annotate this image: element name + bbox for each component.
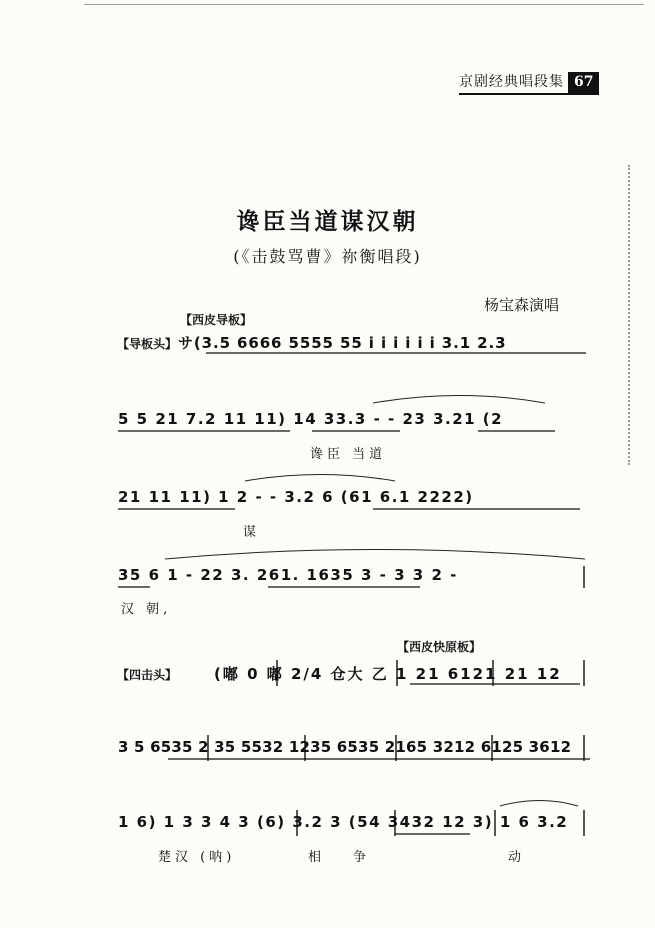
piece-title: 谗臣当道谋汉朝 xyxy=(236,208,419,235)
page-number: 67 xyxy=(568,72,599,93)
score-line-3: 21 11 11) 1 2 - - 3.2 6 (61 6.1 2222) xyxy=(118,488,474,506)
tag-xipi-kuaiyuanban: 【西皮快原板】 xyxy=(397,640,482,654)
tag-sijitou: 【四击头】 xyxy=(117,668,178,682)
singer-credit: 杨宝森演唱 xyxy=(484,296,560,314)
lyric-line-7c: 争 xyxy=(353,850,371,865)
lyric-line-3: 谋 xyxy=(243,525,261,540)
tag-xipi-daoban: 【西皮导板】 xyxy=(180,313,253,327)
slur xyxy=(165,550,585,560)
lyric-line-2: 谗臣 当道 xyxy=(310,447,387,462)
tag-daobantou: 【导板头】 xyxy=(117,337,178,351)
top-scan-rule xyxy=(84,4,644,5)
score-line-4: 35 6 1 - 22 3. 261. 1635 3 - 3 3 2 - xyxy=(118,566,458,584)
score-line-6: 3 5 6535 2 35 5532 1235 6535 2165 3212 6125 3612 xyxy=(118,738,572,756)
slur xyxy=(373,396,545,404)
piece-subtitle: (《击鼓骂曹》祢衡唱段) xyxy=(233,247,422,266)
slur xyxy=(500,801,578,807)
lyric-line-7a: 楚汉 (呐) xyxy=(158,850,236,865)
score-line-1: サ(3.5 6666 5555 55 i i i i i i 3.1 2.3 xyxy=(178,334,507,352)
score-line-7: 1 6) 1 3 3 4 3 (6) 3.2 3 (54 3432 12 3) 1 6 3.2 xyxy=(118,813,569,831)
lyric-line-7b: 相 xyxy=(308,850,326,865)
lyric-line-4: 汉 朝, xyxy=(121,602,172,617)
page-header xyxy=(459,72,599,95)
score-line-2: 5 5 21 7.2 11 11) 14 33.3 - - 23 3.21 (2 xyxy=(118,410,504,428)
slur xyxy=(245,475,395,482)
book-title: 京剧经典唱段集 xyxy=(459,74,564,90)
lyric-line-7d: 动 xyxy=(508,850,526,865)
score-line-5: (嘟 0 嘟 2/4 仓大 乙 1 21 6121 21 12 xyxy=(214,665,562,683)
